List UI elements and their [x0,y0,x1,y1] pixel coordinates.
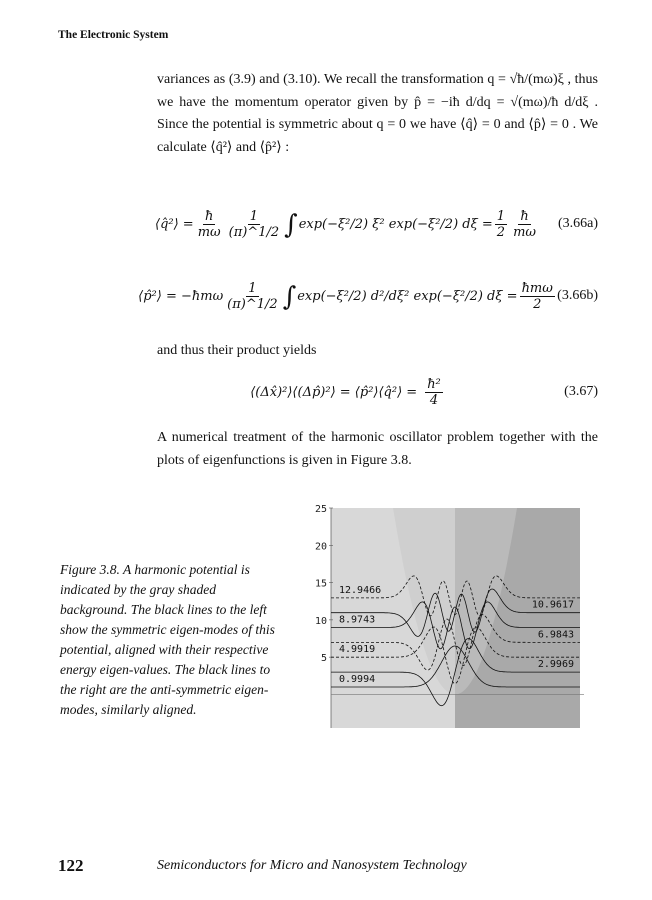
equation-3-67 [157,370,598,414]
eq-366b-rhs: $\frac{\text{ħmω}}{2}$ [521,280,553,312]
integral-sign: ∫ [284,210,298,240]
energy-level-label: 2.9969 [537,659,574,671]
energy-level-label: 0.9994 [339,673,376,685]
equation-3-66b [138,265,598,327]
eigenmode-plot [300,498,590,738]
equation-number-3-66a: (3.66a) [557,216,598,231]
energy-level-label: 6.9843 [537,629,574,641]
eq-367-lhs: ⟨(Δx̂)²⟩⟨(Δp̂)²⟩ = ⟨p̂²⟩⟨q̂²⟩ = [250,384,418,400]
eq-366b-prefactor: $\frac{1}{(\pi)\^{}1/2}$ [227,280,278,312]
energy-level-label: 4.9919 [339,644,376,656]
energy-level-label: 12.9466 [339,584,382,596]
integral-sign: ∫ [282,282,297,312]
paragraph-product: and thus their product yields [157,343,317,358]
eq-366a-prefactor-2: $\frac{1}{(\pi)\^{}1/2}$ [228,208,280,240]
equation-3-66a [157,193,598,255]
eq-367-rhs: $\frac{\text{ħ²}}{4}$ [427,376,441,408]
figure-3-8 [300,498,590,738]
eq-366a-rhs-2: $\frac{ħ}{m\omega}$ [513,208,537,240]
equation-number-3-67: (3.67) [564,384,598,399]
paragraph-intro: variances as (3.9) and (3.10). We recall the transformation q = √ħ/(mω)ξ , thus we have the momentum operator given by p̂ = −iħ d/dq = √(mω)/ħ d/dξ . Since the potential is symmetric about q = 0 we have ⟨q̂⟩ = 0 and ⟨p̂⟩ = 0 . We calculate ⟨q̂²⟩ and ⟨p̂²⟩ : [157,72,598,155]
energy-level-label: 8.9743 [339,614,376,626]
y-tick-label: 10 [314,615,327,627]
page-number: 122 [58,856,84,875]
eq-366b-integrand: exp(−ξ²/2) d²/dξ² exp(−ξ²/2) dξ = [297,288,518,304]
y-tick-label: 15 [314,578,327,590]
eq-366b-lhs: ⟨p̂²⟩ = −ħmω [138,288,224,304]
eq-366a-prefactor-1: $\frac{ħ}{m\omega}$ [197,208,221,240]
y-tick-label: 25 [314,504,327,515]
eq-366a-lhs: ⟨q̂²⟩ = [155,216,194,232]
y-tick-label: 5 [320,653,327,665]
equation-number-3-66b: (3.66b) [557,288,598,303]
eq-366a-rhs-1: $\frac{1}{2}$ [496,208,506,240]
book-title: Semiconductors for Micro and Nanosystem Technology [157,858,467,873]
eq-366a-integrand: exp(−ξ²/2) ξ² exp(−ξ²/2) dξ = [298,216,493,232]
y-tick-label: 20 [314,541,327,553]
running-head: The Electronic System [58,29,169,41]
energy-level-label: 10.9617 [531,599,574,611]
figure-caption: Figure 3.8. A harmonic potential is indicated by the gray shaded background. The black lines to the left show the symmetric eigen-modes of this potential, aligned with their respective energy eigen-values. The black lines to the right are the anti-symmetric eigen-modes, similarly aligned. [60,562,275,717]
paragraph-numerical: A numerical treatment of the harmonic oscillator problem together with the plots of eigenfunctions is given in Figure 3.8. [157,430,598,468]
